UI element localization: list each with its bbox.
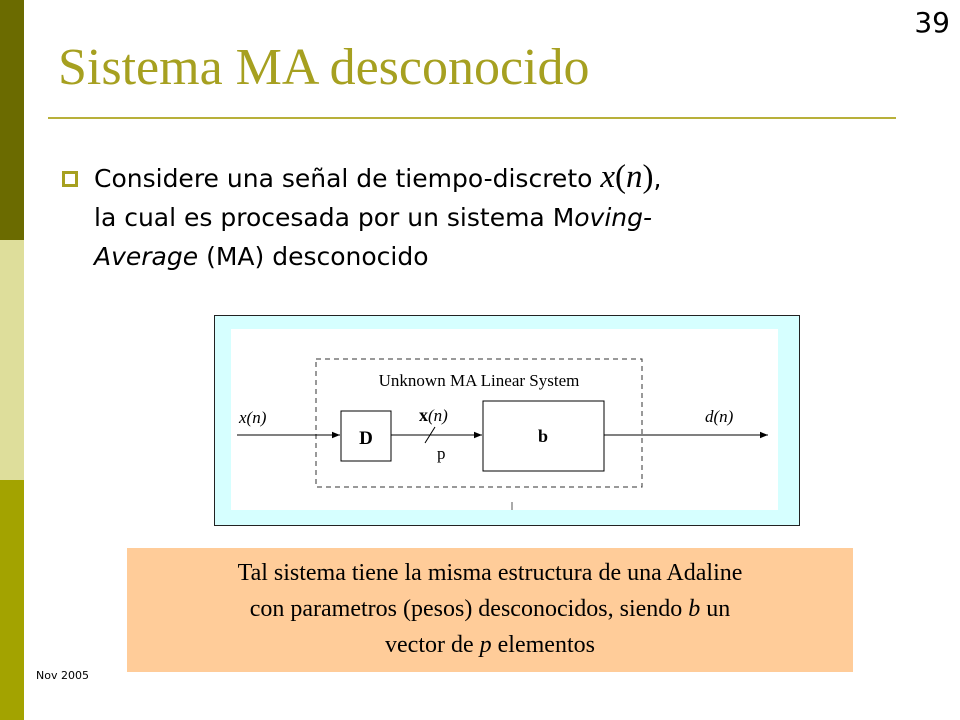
note-line3-text: vector de bbox=[385, 632, 480, 658]
vector-label: x bbox=[419, 405, 428, 425]
bus-width-label: p bbox=[437, 444, 446, 463]
sidebar-decoration bbox=[0, 0, 24, 720]
bullet-line1-comma: , bbox=[653, 164, 662, 193]
weights-label: b bbox=[537, 426, 549, 446]
bullet-line2-text: la cual es procesada por un sistema M bbox=[94, 203, 575, 232]
input-label: x(n) bbox=[239, 408, 267, 427]
ma-system-diagram bbox=[214, 315, 800, 526]
note-line3-end: elementos bbox=[491, 632, 595, 658]
signal-paren-close: ) bbox=[642, 159, 654, 195]
signal-argument: n bbox=[626, 159, 643, 195]
output-label: d(n) bbox=[705, 407, 734, 426]
delay-label: D bbox=[359, 428, 373, 449]
diagram-canvas bbox=[215, 316, 801, 527]
note-variable-b: b bbox=[688, 596, 701, 622]
bullet-text bbox=[94, 158, 894, 276]
square-bullet-icon bbox=[62, 171, 78, 187]
system-label: Unknown MA Linear System bbox=[378, 371, 580, 390]
signal-variable: x bbox=[600, 159, 616, 195]
bullet-line3-italic: Average bbox=[94, 242, 199, 271]
sidebar-band-middle bbox=[0, 240, 24, 480]
bullet-line3-text: (MA) desconocido bbox=[198, 242, 429, 271]
note-line2-text: con parametros (pesos) desconocidos, siendo bbox=[249, 596, 689, 622]
vector-label-group bbox=[419, 405, 448, 425]
title-divider bbox=[48, 117, 896, 119]
note-variable-p: p bbox=[479, 632, 492, 658]
note-line1: Tal sistema tiene la misma estructura de una Adaline bbox=[237, 560, 743, 586]
vector-argument: (n) bbox=[428, 406, 448, 425]
note-line2-end: un bbox=[700, 596, 731, 622]
slide-number: 39 bbox=[914, 6, 950, 39]
slide-title: Sistema MA desconocido bbox=[58, 39, 590, 96]
explanation-note bbox=[127, 548, 853, 672]
sidebar-band-top bbox=[0, 0, 24, 240]
bullet-line1-text: Considere una señal de tiempo-discreto bbox=[94, 164, 601, 193]
footer-date: Nov 2005 bbox=[36, 669, 89, 682]
signal-paren-open: ( bbox=[615, 159, 627, 195]
sidebar-band-bottom bbox=[0, 480, 24, 720]
bullet-line2-italic: oving- bbox=[574, 203, 653, 232]
